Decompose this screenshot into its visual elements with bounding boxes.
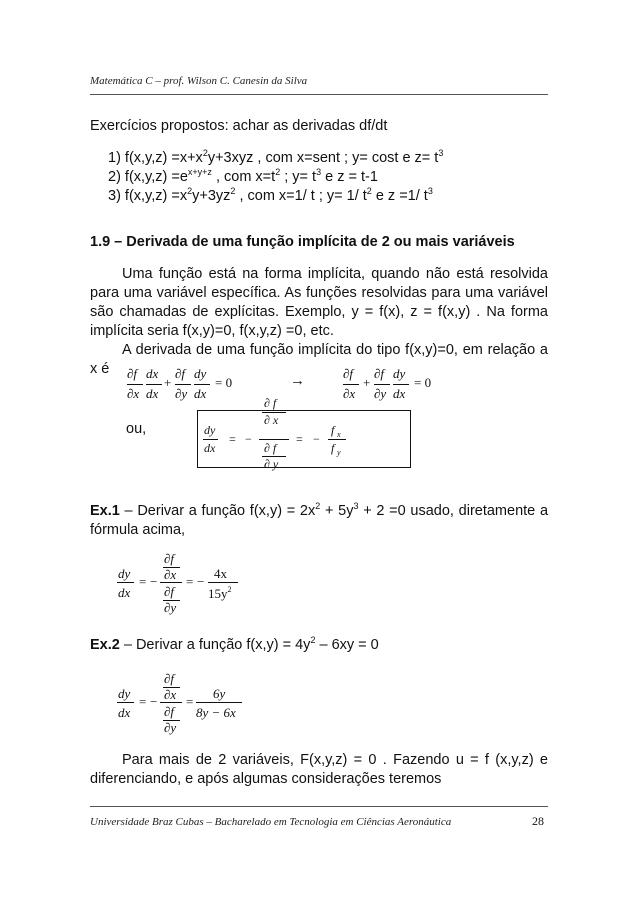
exercise-2-sup-c: 3 [316, 167, 322, 177]
exercise-3-part-d: e z =1/ t [371, 188, 428, 204]
e1-minus-2: − [197, 574, 205, 589]
f1-plus: + [164, 375, 172, 390]
exercise-3-part-a: 3) f(x,y,z) =x [108, 188, 188, 204]
e1-bar-1 [117, 582, 134, 583]
e1-num-dy: dy [118, 566, 131, 581]
e2-num-pf: ∂f [164, 671, 175, 686]
f1-bar-1 [127, 384, 143, 385]
bx-den-sub-y: y [337, 448, 341, 457]
f1-num-pf: ∂f [127, 366, 138, 381]
exercise-2-part-d: e z = t-1 [321, 169, 378, 185]
exercise-item-3 [108, 187, 433, 206]
arrow-icon: → [290, 373, 305, 389]
footer-divider [90, 806, 548, 807]
bx-num-f: f [331, 423, 335, 437]
e1-den-py: ∂y [164, 600, 177, 615]
exercise-item-1 [108, 149, 443, 168]
section-title: 1.9 – Derivada de uma função implícita de 2 ou mais variáveis [90, 234, 515, 250]
e1-eq-2: = [186, 574, 194, 589]
example-1-statement [90, 502, 548, 540]
f2-den-px: ∂x [343, 386, 356, 401]
example-1-sup-1: 2 [315, 501, 321, 511]
example-2-label: Ex.2 [90, 637, 120, 653]
f2-den-dx: dx [393, 386, 406, 401]
f1-den-px: ∂x [127, 386, 140, 401]
example-1-text-b: + 5y [320, 503, 354, 519]
example-1-sup-2: 3 [353, 501, 359, 511]
bx-num-px: ∂ x [264, 413, 279, 427]
f2-num-pf: ∂f [343, 366, 354, 381]
e1-result-den-sup: 2 [227, 585, 232, 594]
e2-result-den: 8y − 6x [196, 705, 236, 720]
e1-bar-result [208, 582, 238, 583]
f2-bar-3 [393, 384, 409, 385]
e1-result-num: 4x [214, 566, 227, 581]
e1-num-px: ∂x [164, 567, 177, 582]
bx-bar-1 [203, 439, 218, 440]
e2-den-dx: dx [118, 705, 131, 720]
e1-den-dx: dx [118, 585, 131, 600]
e2-result-num: 6y [213, 686, 226, 701]
header-divider [90, 94, 548, 95]
section-paragraph-2: A derivada de uma função implícita do tipo f(x,y)=0, em relação a x é [90, 342, 548, 377]
f1-bar-3 [175, 384, 191, 385]
e1-den-pf: ∂f [164, 584, 175, 599]
exercise-1-part-a: 1) f(x,y,z) =x+x [108, 150, 203, 166]
exercise-3-sup-d: 3 [427, 186, 433, 196]
example-2-statement [90, 636, 379, 655]
bx-bar-main [259, 439, 289, 440]
f1-bar-4 [194, 384, 210, 385]
e2-den-py: ∂y [164, 720, 177, 735]
bx-num-dy: dy [204, 423, 216, 437]
exercise-item-2 [108, 168, 378, 187]
example-1-text-a: – Derivar a função f(x,y) = 2x [119, 503, 316, 519]
e1-bar-main [160, 582, 182, 583]
e2-bar-1 [117, 702, 134, 703]
page-header-title: Matemática C – prof. Wilson C. Canesin da Silva [90, 75, 308, 87]
f1-num-dx: dx [146, 366, 159, 381]
bx-eq-2: = [296, 432, 303, 446]
exercise-3-part-c: , com x=1/ t ; y= 1/ t [235, 188, 367, 204]
f2-den-py: ∂y [374, 386, 387, 401]
section-paragraph-1: Uma função está na forma implícita, quando não está resolvida para uma variável específica. As funções resolvidas para uma variável são chamadas de explícitas. Exemplo, y = f(x), z = f(x,y) . Na forma implícita seria f(x,y)=0, f(x,y,z) =0, etc. [90, 266, 548, 339]
exercise-2-sup-b: 2 [275, 167, 281, 177]
f2-num-dy: dy [393, 366, 406, 381]
page-number: 28 [532, 814, 544, 828]
ou-label: ou, [126, 421, 147, 437]
exercise-3-part-b: y+3yz [192, 188, 231, 204]
f1-num-dy: dy [194, 366, 207, 381]
bx-den-py: ∂ y [264, 457, 279, 471]
e2-bar-result [196, 702, 242, 703]
f2-equals-zero: = 0 [414, 375, 432, 390]
bx-eq-1: = [229, 432, 236, 446]
e1-result-den [208, 585, 232, 602]
bx-minus-1: − [245, 432, 252, 446]
e1-result-den-base: 15y [208, 586, 228, 601]
example-1-label: Ex.1 [90, 503, 120, 519]
bx-bar-3 [328, 439, 346, 440]
bx-den-pf: ∂ f [264, 441, 277, 455]
f1-den-dx-2: dx [194, 386, 207, 401]
e2-bar-main [160, 702, 182, 703]
f1-den-dx: dx [146, 386, 159, 401]
exercise-2-sup-a: x+y+z [187, 167, 212, 177]
example-1-text-c: + 2 =0 usado, diretamente a fórmula acima, [90, 503, 549, 538]
example-2-sup: 2 [310, 635, 316, 645]
exercise-1-part-b: y+3xyz , com x=sent ; y= cost e z= t [207, 150, 439, 166]
example-2-text-b: – 6xy = 0 [315, 637, 379, 653]
exercise-3-sup-c: 2 [366, 186, 372, 196]
example-2-text-a: – Derivar a função f(x,y) = 4y [119, 637, 311, 653]
e2-num-px: ∂x [164, 687, 177, 702]
exercise-2-part-b: , com x=t [211, 169, 276, 185]
f1-num-pf-2: ∂f [175, 366, 186, 381]
exercises-intro: Exercícios propostos: achar as derivadas df/dt [90, 118, 388, 134]
e2-eq-1: = [139, 694, 147, 709]
exercise-2-part-a: 2) f(x,y,z) =e [108, 169, 188, 185]
f1-equals-zero: = 0 [215, 375, 233, 390]
e1-minus-1: − [150, 574, 158, 589]
e2-minus: − [150, 694, 158, 709]
exercise-2-part-c: ; y= t [280, 169, 317, 185]
f1-bar-2 [146, 384, 162, 385]
e2-num-dy: dy [118, 686, 131, 701]
final-paragraph: Para mais de 2 variáveis, F(x,y,z) = 0 . Fazendo u = f (x,y,z) e diferenciando, e após algumas considerações teremos [90, 752, 548, 787]
f2-plus: + [363, 375, 371, 390]
e2-eq-2: = [186, 694, 194, 709]
bx-den-dx: dx [204, 441, 216, 455]
bx-minus-2: − [313, 432, 320, 446]
e1-num-pf: ∂f [164, 551, 175, 566]
exercise-3-sup-b: 2 [230, 186, 236, 196]
f2-bar-1 [343, 384, 359, 385]
f1-den-py: ∂y [175, 386, 188, 401]
e1-eq-1: = [139, 574, 147, 589]
f2-bar-2 [374, 384, 390, 385]
footer-text: Universidade Braz Cubas – Bacharelado em Tecnologia em Ciências Aeronáutica [90, 816, 452, 828]
bx-num-pf: ∂ f [264, 396, 277, 410]
exercise-1-sup-a: 2 [202, 148, 208, 158]
e2-den-pf: ∂f [164, 704, 175, 719]
exercise-3-sup-a: 2 [187, 186, 193, 196]
exercise-1-sup-b: 3 [438, 148, 444, 158]
f2-num-pf-2: ∂f [374, 366, 385, 381]
bx-den-f: f [331, 441, 335, 455]
bx-num-sub-x: x [337, 430, 341, 439]
